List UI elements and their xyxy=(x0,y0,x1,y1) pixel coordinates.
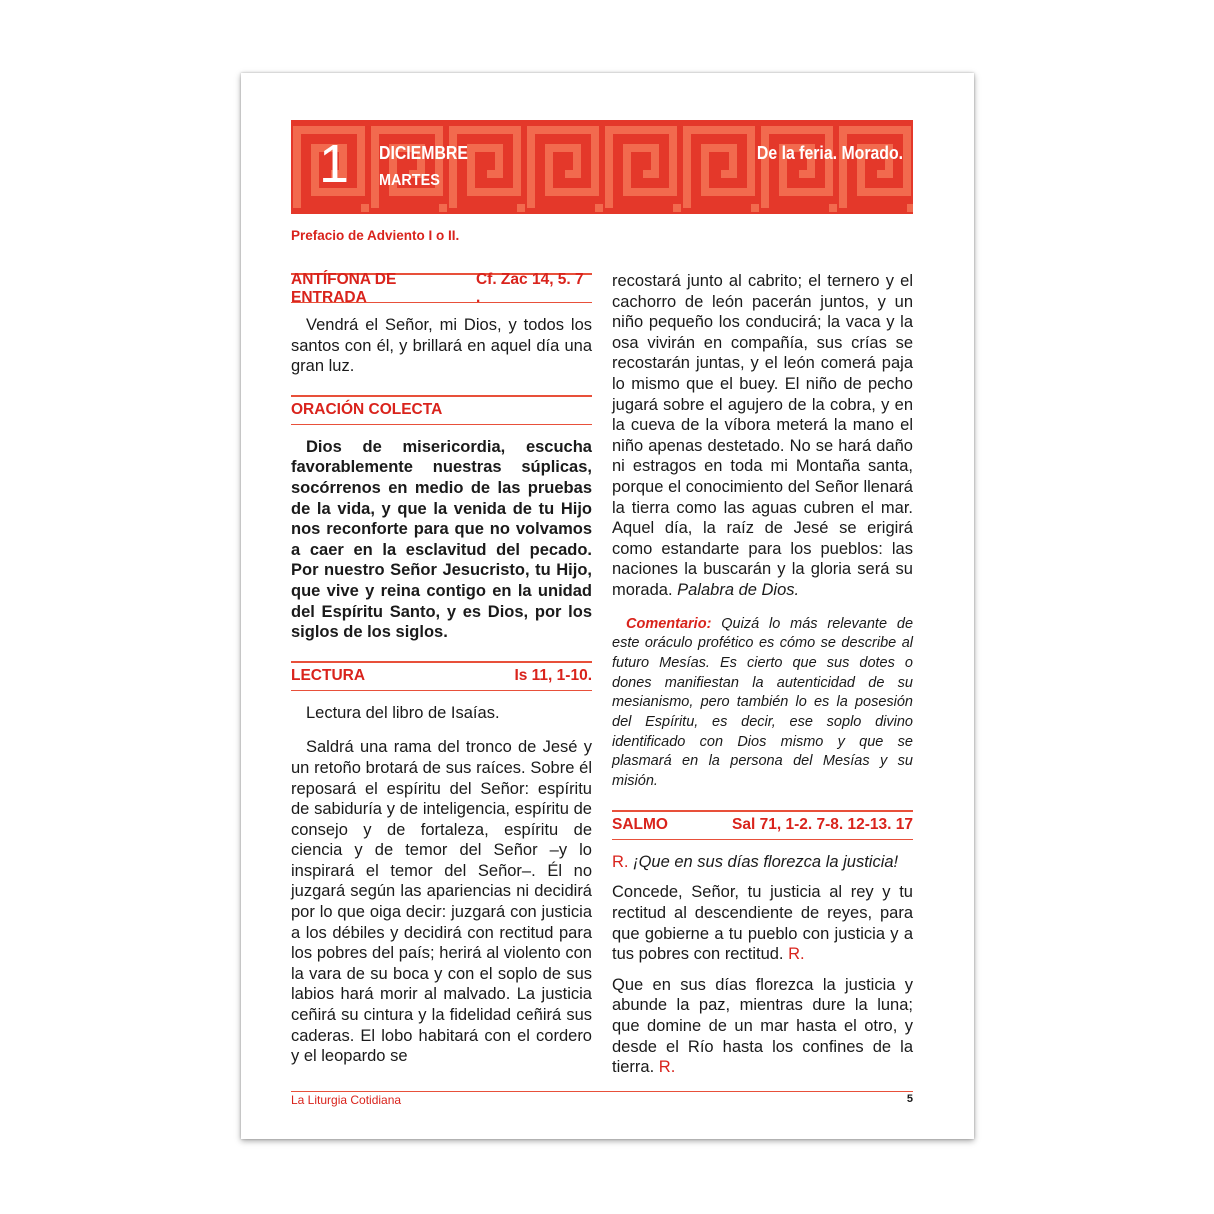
lectura-closing: Palabra de Dios. xyxy=(677,580,800,599)
colecta-heading xyxy=(291,395,592,425)
right-column xyxy=(612,271,913,1078)
colecta-title: ORACIÓN COLECTA xyxy=(291,401,443,419)
antifona-title: ANTÍFONA DE ENTRADA xyxy=(291,270,397,306)
stanza-2-text: Que en sus días florezca la justicia y abunde la paz, mientras dure la luna; que domine de un mar hasta el otro, y desde el Río hasta los confines de la tierra. xyxy=(612,975,913,1077)
r-marker: R. xyxy=(658,1058,676,1077)
month-label: DICIEMBRE xyxy=(379,143,468,163)
salmo-heading xyxy=(612,810,913,840)
lectura-heading xyxy=(291,661,592,691)
antifona-text: Vendrá el Señor, mi Dios, y todos los santos con él, y brillará en aquel día una gran luz. xyxy=(291,316,592,376)
salmo-title: SALMO xyxy=(612,816,668,834)
comentario-label: Comentario: xyxy=(626,615,712,632)
r-marker: R. xyxy=(612,852,629,871)
response-text: ¡Que en sus días florezca la justicia! xyxy=(633,852,899,871)
document-page xyxy=(241,73,974,1139)
footer-rule xyxy=(291,1091,913,1092)
antifona-heading xyxy=(291,270,592,306)
r-marker: R. xyxy=(788,945,805,964)
salmo-stanza-1 xyxy=(612,882,913,964)
lectura-text-left: Saldrá una rama del tronco de Jesé y un retoño brotará de sus raíces. Sobre él reposará el espíritu del Señor: espíritu de sabiduría y de inteligencia, espíritu de consejo y de fortaleza, espíritu de ciencia y de temor del Señor –y lo inspirará el temor del Señor–. Él no juzgará según las apariencias ni decidirá por lo que oiga decir: juzgará con justicia a los débiles y decidirá con rectitud para los pobres del país; herirá al violento con la vara de su boca y con el soplo de sus labios hará morir al malvado. La justicia ceñirá su cintura y la fidelidad ceñirá sus caderas. El lobo habitará con el cordero y el leopardo se xyxy=(291,738,592,1066)
antifona-ref: Cf. Zac 14, 5. 7 . xyxy=(475,270,584,306)
prefacio-note: Prefacio de Adviento I o II. xyxy=(291,228,460,243)
lectura-title: LECTURA xyxy=(291,667,366,685)
day-number: 1 xyxy=(319,134,350,194)
stanza-1-text: Concede, Señor, tu justicia al rey y tu rectitud al descendiente de reyes, para que gobierne a tu pueblo con justicia y a tus pobres con rectitud. xyxy=(612,883,913,964)
left-column xyxy=(291,270,592,1067)
date-banner xyxy=(291,120,913,214)
page-number: 5 xyxy=(906,1093,913,1105)
comentario-block xyxy=(612,615,913,792)
weekday-label: MARTES xyxy=(379,172,440,189)
comentario-text: Quizá lo más relevante de este oráculo profético es cómo se describe al futuro Mesías. Es cierto que sus dotes o dones manifiestan la autenticidad de su mesianismo, pero también lo es la posesión del Espíritu, es decir, ese soplo divino identificado con Dios mismo y que se plasmará en la persona del Mesías y su misión. xyxy=(612,615,914,790)
liturgical-season: De la feria. Morado. xyxy=(756,143,903,163)
lectura-ref: Is 11, 1-10. xyxy=(514,667,592,685)
salmo-stanza-2 xyxy=(612,975,913,1078)
greek-key-pattern xyxy=(291,120,913,214)
lectura-text-right xyxy=(612,271,913,601)
salmo-ref: Sal 71, 1-2. 7-8. 12-13. 17 xyxy=(732,816,913,834)
salmo-response xyxy=(612,852,913,873)
lectura-intro: Lectura del libro de Isaías. xyxy=(306,703,500,722)
lectura-continuation: recostará junto al cabrito; el ternero y el cachorro de león pacerán juntos, y un niño pequeño los conducirá; la vaca y la osa vivirán en compañía, sus crías se recostarán juntas, y el león comerá paja lo mismo que el buey. El niño de pecho jugará sobre el agujero de la cobra, y en la cueva de la víbora meterá la mano el niño apenas destetado. No se hará daño ni estragos en toda mi Montaña santa, porque el conocimiento del Señor llenará la tierra como las aguas cubren el mar. Aquel día, la raíz de Jesé se erigirá como estandarte para los pueblos: las naciones la buscarán y la gloria será su morada. xyxy=(612,272,913,599)
colecta-text: Dios de misericordia, escucha favorablemente nuestras súplicas, socórrenos en medio de las pruebas de la vida, y que la venida de tu Hijo nos reconforte para que no volvamos a caer en la esclavitud del pecado. Por nuestro Señor Jesucristo, tu Hijo, que vive y reina contigo en la unidad del Espíritu Santo, y es Dios, por los siglos de los siglos. xyxy=(291,437,592,642)
publication-name: La Liturgia Cotidiana xyxy=(291,1093,402,1107)
